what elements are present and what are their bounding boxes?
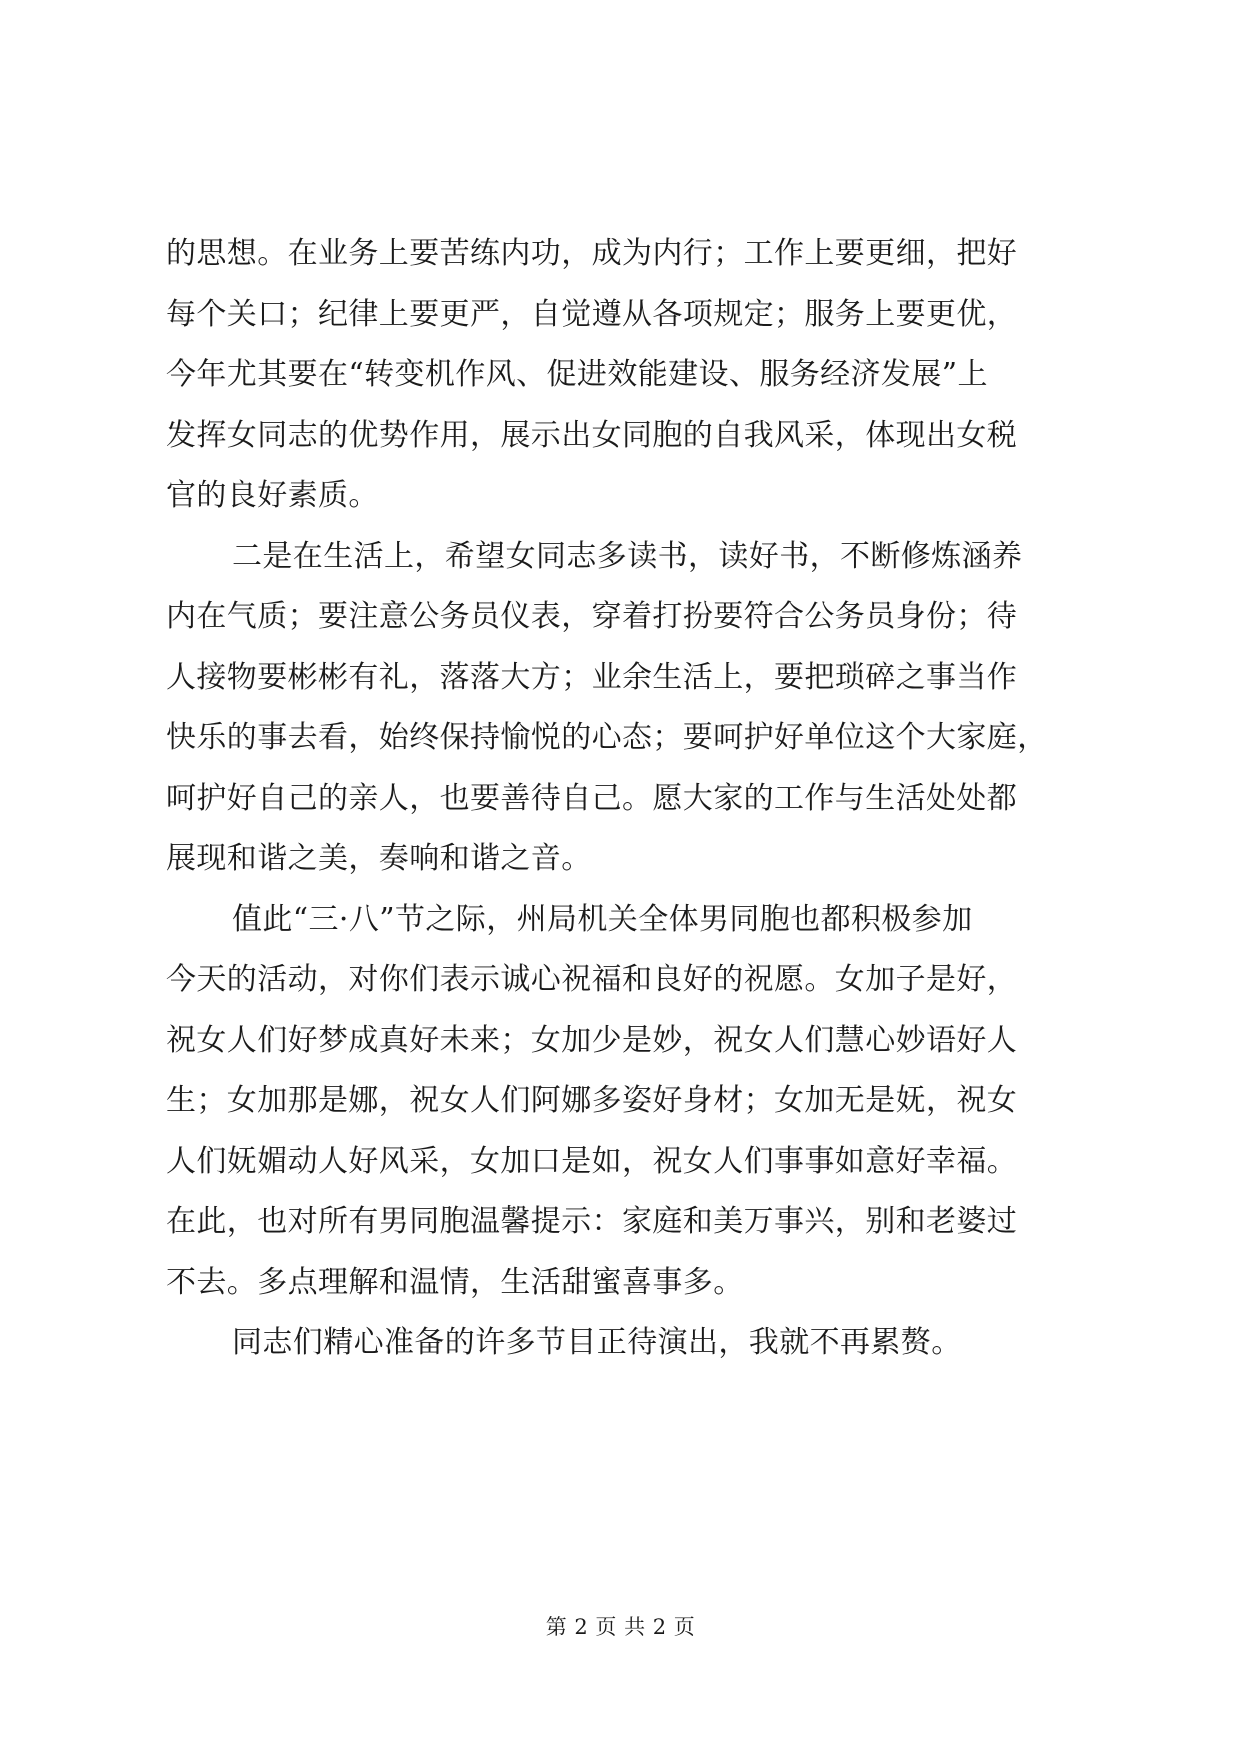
text-line-10: 呵护好自己的亲人，也要善待自己。愿大家的工作与生活处处都 (166, 780, 1018, 816)
text-line-9: 快乐的事去看，始终保持愉悦的心态；要呵护好单位这个大家庭， (166, 720, 1048, 755)
text-line-13: 今天的活动，对你们表示诚心祝福和良好的祝愿。女加子是好， (166, 962, 1018, 997)
text-line-16: 人们妩媚动人好风采，女加口是如，祝女人们事事如意好幸福。 (166, 1143, 1018, 1179)
text-line-15: 生；女加那是娜，祝女人们阿娜多姿好身材；女加无是妩，祝女 (166, 1083, 1018, 1118)
text-line-12: 值此“三·八”节之际，州局机关全体男同胞也都积极参加 (232, 901, 973, 937)
text-line-4: 发挥女同志的优势作用，展示出女同胞的自我风采，体现出女税 (166, 417, 1018, 453)
text-line-3: 今年尤其要在“转变机作风、促进效能建设、服务经济发展”上 (166, 357, 988, 392)
text-line-6: 二是在生活上，希望女同志多读书，读好书，不断修炼涵养 (232, 538, 1023, 574)
text-line-8: 人接物要彬彬有礼，落落大方；业余生活上，要把琐碎之事当作 (166, 659, 1018, 695)
text-line-17: 在此，也对所有男同胞温馨提示：家庭和美万事兴，别和老婆过 (166, 1204, 1018, 1239)
body-text (166, 224, 1086, 1374)
text-line-2: 每个关口；纪律上要更严，自觉遵从各项规定；服务上要更优， (166, 296, 1018, 332)
text-line-5: 官的良好素质。 (166, 478, 379, 513)
text-line-14: 祝女人们好梦成真好未来；女加少是妙，祝女人们慧心妙语好人 (166, 1022, 1018, 1058)
text-line-11: 展现和谐之美，奏响和谐之音。 (166, 841, 592, 876)
page-number-footer: 第 2 页 共 2 页 (545, 1615, 696, 1639)
text-line-1: 的思想。在业务上要苦练内功，成为内行；工作上要更细，把好 (166, 236, 1018, 271)
text-line-7: 内在气质；要注意公务员仪表，穿着打扮要符合公务员身份；待 (166, 599, 1018, 634)
text-line-18: 不去。多点理解和温情，生活甜蜜喜事多。 (166, 1264, 744, 1300)
text-line-19: 同志们精心准备的许多节目正待演出，我就不再累赘。 (232, 1325, 962, 1360)
